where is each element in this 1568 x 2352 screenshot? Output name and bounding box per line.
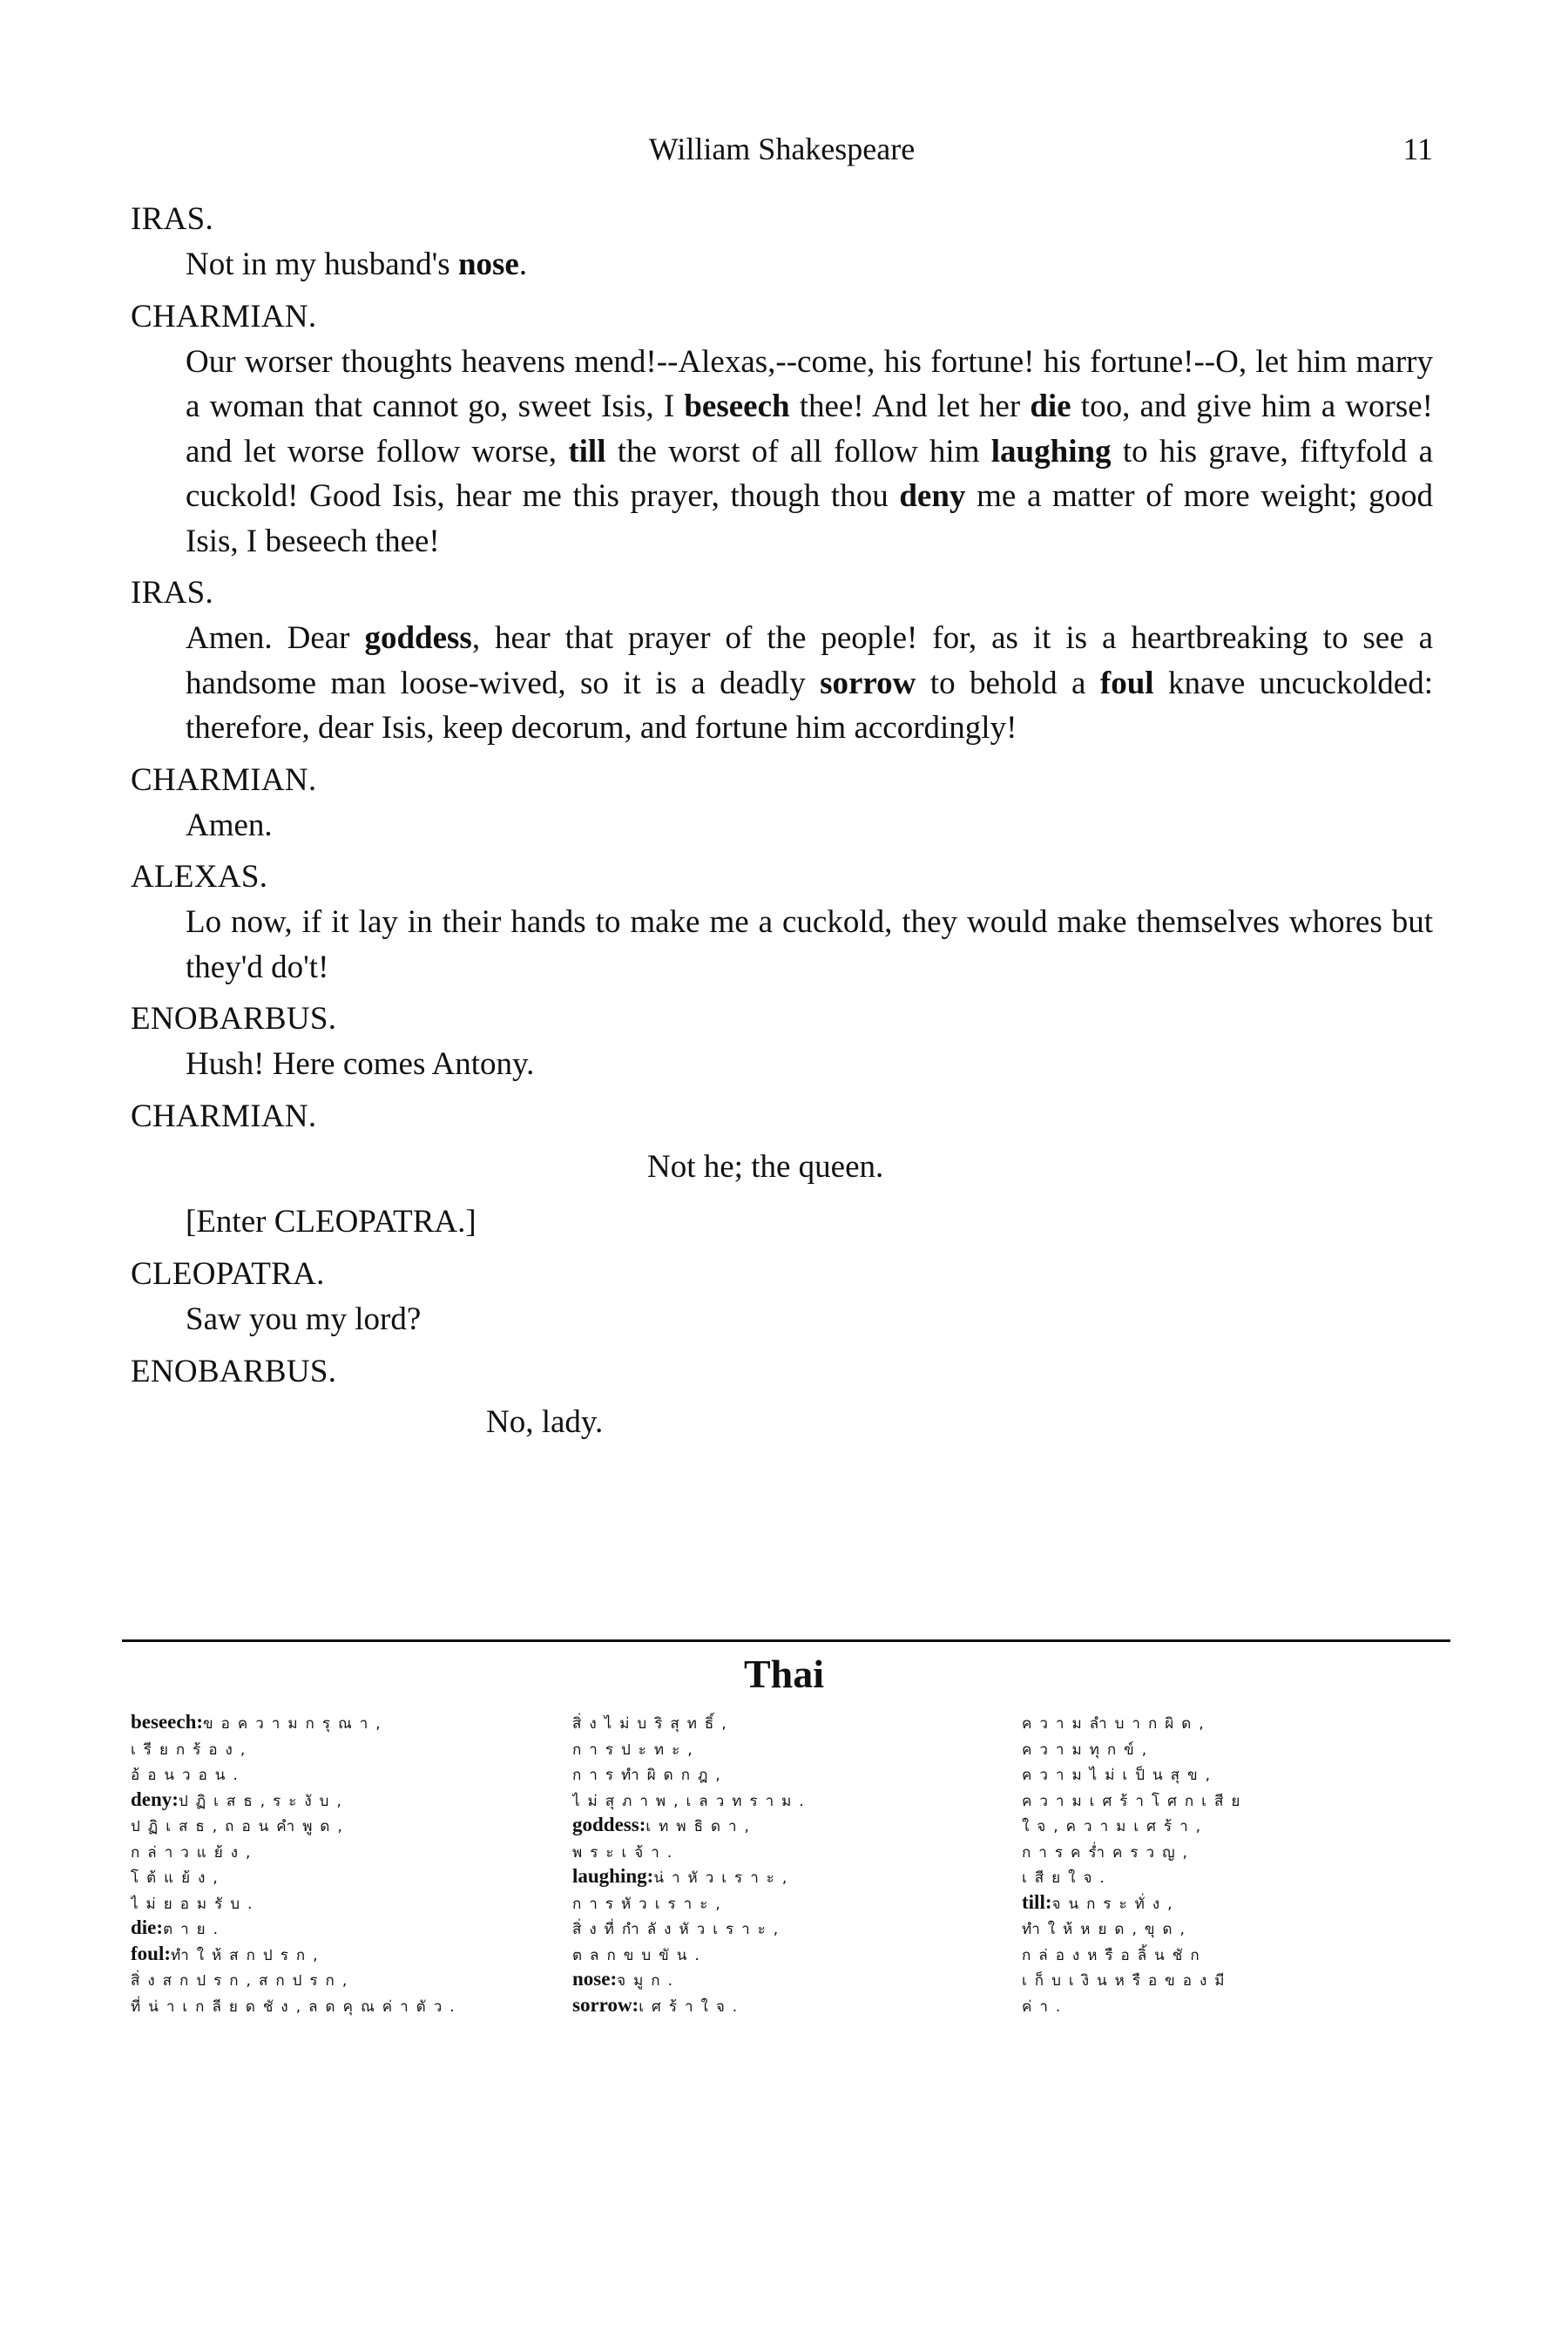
glossed-word: goddess [364,620,472,656]
glossary-thai-text: การทำผิดกฎ, [572,1767,728,1784]
glossary-line [1022,1787,1437,1813]
speech-segment: me a matter of more weight; good Isis, I beseech thee! [186,478,1433,559]
play-text [131,190,1433,1444]
glossary-line [572,1915,995,1941]
glossary-thai-text: ความเศร้าโศกเสีย [1022,1792,1248,1810]
glossary-headword: sorrow: [572,1993,639,2016]
glossary-line [1022,1966,1437,1992]
speaker-name: IRAS. [131,575,214,611]
speech-text [186,1042,1433,1087]
glossary-thai-text: ตาย. [163,1921,226,1938]
glossary-line [572,1709,995,1735]
glossary-thai-text: ใจ,ความเศร้า, [1022,1818,1209,1835]
speaker-name: CHARMIAN. [131,298,317,335]
glossary-thai-text: เทพธิดา, [645,1818,757,1835]
glossary-line [572,1992,995,2018]
speech-segment: thee! And let her [789,389,1031,424]
glossary-thai-text: สิ่งสกปรก,สกปรก, [131,1972,355,1990]
glossary-headword: foul: [131,1942,171,1964]
glossary-thai-text: ที่น่าเกลียดชัง,ลดคุณค่าตัว. [131,1997,463,2016]
speaker-name: ENOBARBUS. [131,1353,337,1389]
speech-text [186,900,1433,990]
glossary-line [1022,1709,1437,1735]
speaker-name: CHARMIAN. [131,761,317,798]
speaker-name: CHARMIAN. [131,1098,317,1134]
speech-segment: Amen. [186,807,273,843]
glossary-thai-text: ตลกขบขัน. [572,1946,707,1964]
speech-text [186,340,1433,564]
glossary-line [572,1787,995,1813]
glossary-thai-text: การปะทะ, [572,1740,700,1759]
glossary-thai-text: ไม่สุภาพ,เลวทราม. [572,1792,812,1810]
glossary-headword: till: [1022,1890,1052,1913]
glossary-thai-text: เศร้าใจ. [639,1997,746,2016]
speech-segment: Not in my husband's [186,247,458,282]
glossary-line [572,1941,995,1967]
glossary-thai-text: โต้แย้ง, [131,1869,226,1887]
glossary-line [131,1992,553,2018]
speech-segment: the worst of all follow him [605,433,991,470]
glossed-word: deny [899,478,966,514]
speech-segment: knave uncuckolded: therefore, dear Isis, keep decorum, and fortune him accordingly! [186,665,1434,746]
speech-segment: too, and give him a worse! and let worse follow worse, [186,389,1433,470]
glossary-line [131,1787,553,1813]
glossary-line [1022,1761,1437,1787]
glossary-column [131,1709,553,2017]
speech-text: No, lady. [486,1403,604,1440]
glossary-thai-text: สิ่งที่กำลังหัวเราะ, [572,1921,787,1938]
glossary-line [1022,1941,1437,1967]
speaker-name: IRAS. [131,201,214,237]
glossary-thai-text: ขอความกรุณา, [203,1715,389,1733]
speech-segment: Saw you my lord? [186,1301,422,1337]
speech-segment: Hush! Here comes Antony. [186,1046,535,1082]
glossary-line [131,1735,553,1761]
speech-segment: , hear that prayer of the people! for, as it is a heartbreaking to see a handsome man loose-wived, so it is a deadly [186,620,1433,701]
speaker-name: ENOBARBUS. [131,1001,337,1037]
speech-segment: Our worser thoughts heavens mend!--Alexas,--come, his fortune! his fortune!--O, let him marry a woman that cannot go, sweet Isis, I [186,343,1433,424]
glossary-line [131,1966,553,1992]
glossary-line [572,1812,995,1838]
glossary-thai-text: กล่าวแย้ง, [131,1843,259,1862]
speaker-name: CLEOPATRA. [131,1256,325,1292]
glossed-word: foul [1099,665,1154,701]
glossary-line [131,1941,553,1967]
speech-text [186,616,1433,751]
glossary-thai-text: การหัวเราะ, [572,1895,728,1913]
glossary-line [131,1838,553,1864]
glossed-word: beseech [684,389,790,424]
glossary-line [131,1863,553,1889]
speech-text: Not he; the queen. [647,1148,884,1185]
glossary-line [131,1761,553,1787]
glossary-line [572,1761,995,1787]
glossed-word: till [568,433,606,470]
speech-segment: Lo now, if it lay in their hands to make me a cuckold, they would make themselves whores but they'd do't! [186,904,1433,985]
glossary-thai-text: ปฏิเสธ,ระงับ, [178,1792,349,1810]
glossary-thai-text: สิ่งไม่บริสุทธิ์, [572,1715,734,1733]
glossed-word: nose [457,247,519,282]
glossary-thai-text: น่าหัวเราะ, [653,1869,795,1887]
glossary-line [131,1709,553,1735]
glossary-line [1022,1735,1437,1761]
glossary-line [1022,1812,1437,1838]
glossary [131,1709,1437,2101]
glossary-headword: goddess: [572,1814,646,1835]
glossary-thai-text: ความทุกข์, [1022,1740,1155,1759]
glossed-word: die [1030,389,1071,424]
glossary-thai-text: ไม่ยอมรับ. [131,1895,260,1913]
stage-direction: [Enter CLEOPATRA.] [186,1204,476,1240]
speech-segment: to behold a [916,665,1100,701]
glossary-line [1022,1889,1437,1916]
glossary-thai-text: พระเจ้า. [572,1843,680,1862]
glossary-line [131,1915,553,1941]
speech-text [186,242,1433,287]
speaker-name: ALEXAS. [131,859,268,895]
glossary-thai-text: ปฏิเสธ,ถอนคำพูด, [131,1818,350,1835]
glossary-line [572,1838,995,1864]
glossary-headword: beseech: [131,1711,204,1733]
glossary-column [572,1709,995,2017]
glossary-column [1022,1709,1437,2017]
glossed-word: laughing [990,433,1112,470]
glossary-thai-text: การคร่ำครวญ, [1022,1843,1195,1862]
glossary-line [1022,1992,1437,2018]
glossary-thai-text: จนกระทั่ง, [1051,1895,1180,1913]
glossary-thai-text: เก็บเงินหรือของมี [1022,1972,1233,1990]
glossary-thai-text: ค่า. [1022,1997,1069,2016]
glossary-line [1022,1915,1437,1941]
glossary-thai-text: กล่องหรือลิ้นชัก [1022,1946,1207,1964]
glossary-headword: deny: [131,1788,179,1810]
speech-text [186,803,1433,848]
glossary-line [572,1889,995,1916]
glossary-line [572,1735,995,1761]
glossed-word: sorrow [820,665,916,701]
speech-text [186,1297,1433,1342]
glossary-thai-text: จมูก. [617,1972,680,1990]
running-head-author: William Shakespeare [648,132,916,166]
glossary-thai-text: ความไม่เป็นสุข, [1022,1767,1219,1784]
glossary-headword: nose: [572,1968,618,1990]
glossary-line [572,1966,995,1992]
glossary-thai-text: อ้อนวอน. [131,1767,246,1784]
glossary-thai-text: ทำให้สกปรก, [171,1946,326,1964]
glossary-thai-text: เรียกร้อง, [131,1740,253,1759]
glossary-thai-text: ทำให้หยด,ขุด, [1022,1921,1193,1938]
page-number: 11 [1402,132,1433,166]
glossary-thai-text: เสียใจ. [1022,1869,1112,1887]
glossary-line [131,1889,553,1916]
glossary-line [1022,1838,1437,1864]
glossary-title: Thai [743,1652,825,1696]
speech-segment: to his grave, fiftyfold a cuckold! Good Isis, hear me this prayer, though thou [186,433,1433,514]
glossary-divider [122,1639,1450,1642]
glossary-line [131,1812,553,1838]
glossary-thai-text: ความลำบากผิด, [1022,1715,1212,1733]
speech-segment: . [518,247,528,282]
speech-segment: Amen. Dear [186,620,365,656]
glossary-line [1022,1863,1437,1889]
running-head [131,131,1433,172]
glossary-line [572,1863,995,1889]
glossary-headword: die: [131,1916,164,1938]
glossary-headword: laughing: [572,1865,654,1887]
